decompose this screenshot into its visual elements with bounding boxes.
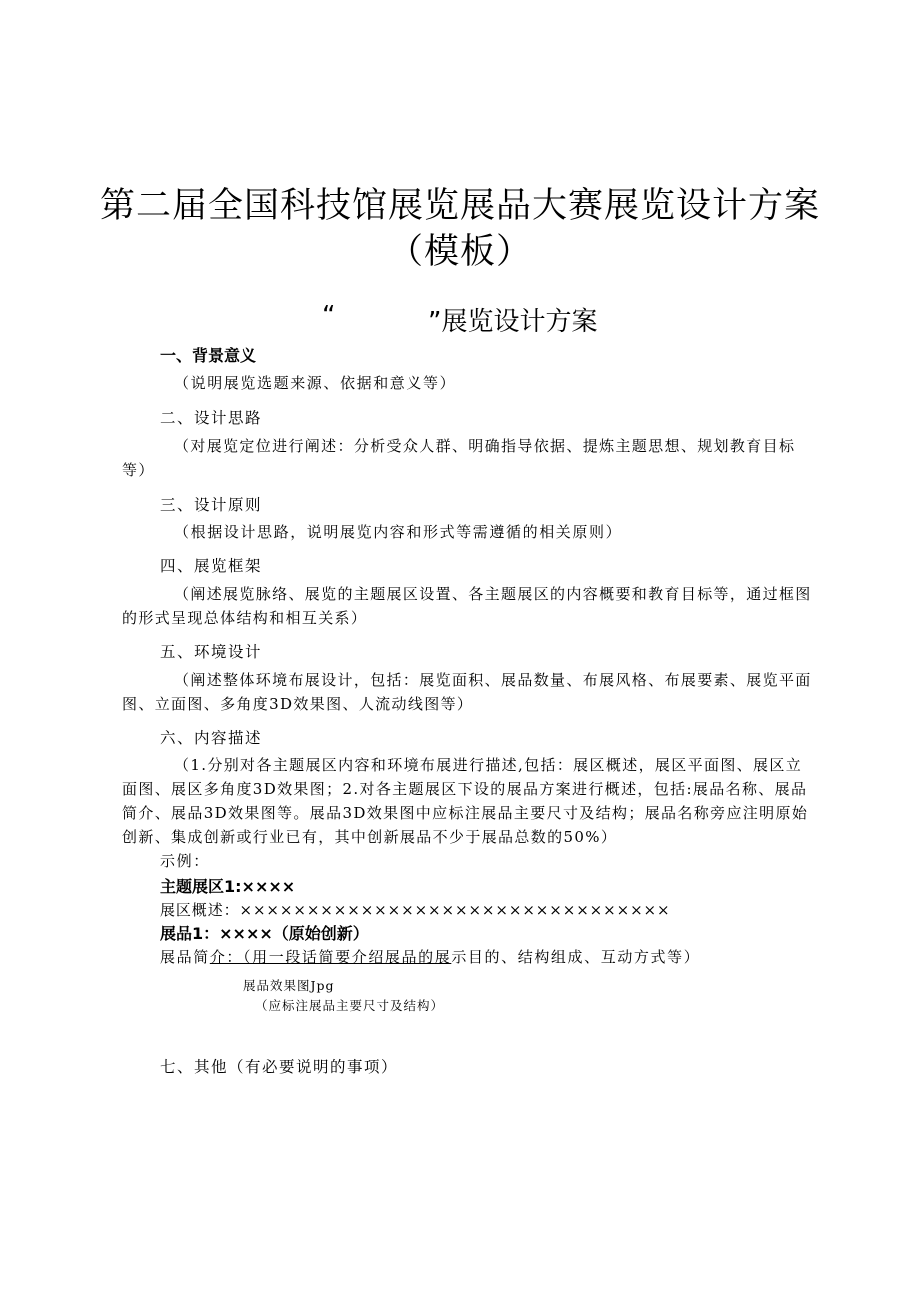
- intro-prefix: 展品简: [160, 948, 210, 966]
- document-title-line2: （模板）: [387, 232, 532, 272]
- section-body: （根据设计思路，说明展览内容和形式等需遵循的相关原则）: [174, 523, 623, 541]
- section-body: （阐述整体环境布展设计，包括：展览面积、展品数量、布展风格、布展要素、展览平面图、立面图、多角度3D效果图、人流动线图等）: [122, 671, 812, 713]
- section-heading: 三、设计原则: [160, 496, 263, 514]
- example-label: 示例：: [160, 852, 210, 870]
- section-body: （说明展览选题来源、依据和意义等）: [174, 374, 457, 392]
- section-body: （1.分别对各主题展区内容和环境布展进行描述,包括：展区概述，展区平面图、展区立面图、展区多角度3D效果图；2.对各主题展区下设的展品方案进行概述，包括:展品名称、展品简介、展品3D效果图等。展品3D效果图中应标注展品主要尺寸及结构；展品名称旁应注明原始创新、集成创新或行业已有，其中创新展品不少于展品总数的50%）: [122, 756, 809, 846]
- intro-underlined: 介：（用一段话简要介绍展品的展: [209, 948, 452, 966]
- section-heading: 六、内容描述: [160, 729, 263, 747]
- section-body: （阐述展览脉络、展览的主题展区设置、各主题展区的内容概要和教育目标等，通过框图的形式呈现总体结构和相互关系）: [122, 585, 812, 627]
- section-heading: 四、展览框架: [160, 557, 263, 575]
- intro-rest: 示目的、结构组成、互动方式等）: [451, 948, 701, 966]
- exhibit-image-note: （应标注展品主要尺寸及结构）: [255, 998, 445, 1013]
- example-exhibit-title: 展品1：××××（原始创新）: [160, 924, 369, 943]
- subtitle-open-quote: “: [322, 301, 336, 331]
- section-heading: 五、环境设计: [160, 643, 263, 661]
- section-body: （对展览定位进行阐述：分析受众人群、明确指导依据、提炼主题思想、规划教育目标等）: [122, 437, 796, 479]
- section-heading: 一、背景意义: [160, 346, 257, 365]
- section-heading: 七、其他（有必要说明的事项）: [160, 1058, 399, 1076]
- exhibit-image-label: 展品效果图Jpg: [243, 978, 335, 993]
- example-zone-title: 主题展区1:××××: [160, 877, 296, 896]
- document-title-line1: 第二届全国科技馆展览展品大赛展览设计方案: [99, 186, 820, 226]
- example-zone-overview: 展区概述：××××××××××××××××××××××××××××××××: [160, 901, 671, 919]
- subtitle: ”展览设计方案: [428, 307, 598, 337]
- section-heading: 二、设计思路: [160, 409, 263, 427]
- example-exhibit-intro: [160, 946, 700, 967]
